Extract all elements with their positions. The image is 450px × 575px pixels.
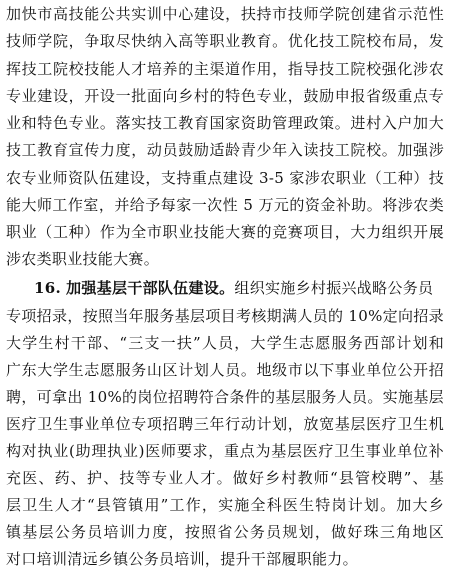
paragraph-line: 涉农类职业技能大赛。 xyxy=(6,250,160,268)
paragraph-line: 聘，可拿出 10%的岗位招聘符合条件的基层服务人员。实施基层 xyxy=(6,388,444,406)
section-heading-line xyxy=(34,276,444,300)
paragraph-line: 层卫生人才“县管镇用”工作，实施全科医生特岗计划。加大乡 xyxy=(6,496,444,514)
paragraph-line: 挥技工院校技能人才培养的主渠道作用，指导技工院校强化涉农 xyxy=(6,60,444,78)
section-title: 加强基层干部队伍建设。 xyxy=(66,279,235,297)
paragraph-line: 加快市高技能公共实训中心建设，扶持市技师学院创建省示范性 xyxy=(6,5,444,23)
paragraph-line: 专项招录，按照当年服务基层项目考核期满人员的 10%定向招录 xyxy=(6,307,444,325)
paragraph-line: 充医、药、护、技等专业人才。做好乡村教师“县管校聘”、基 xyxy=(6,469,444,487)
paragraph-line: 技工教育宣传力度，动员鼓励适龄青少年入读技工院校。加强涉 xyxy=(6,141,444,159)
paragraph-line: 职业（工种）作为全市职业技能大赛的竞赛项目，大力组织开展 xyxy=(6,223,444,241)
paragraph-line: 业和特色专业。落实技工教育国家资助管理政策。进村入户加大 xyxy=(6,114,444,132)
paragraph-line: 医疗卫生事业单位专项招聘三年行动计划，放宽基层医疗卫生机 xyxy=(6,415,444,433)
paragraph-line: 大学生村干部、“三支一扶”人员，大学生志愿服务西部计划和 xyxy=(6,334,444,352)
paragraph-line: 镇基层公务员培训力度，按照省公务员规划，做好珠三角地区 xyxy=(6,523,444,541)
paragraph-line: 构对执业(助理执业)医师要求，重点为基层医疗卫生事业单位补 xyxy=(6,442,444,460)
paragraph-line: 技师学院，争取尽快纳入高等职业教育。优化技工院校布局，发 xyxy=(6,32,444,50)
paragraph-line: 农专业师资队伍建设，支持重点建设 3-5 家涉农职业（工种）技 xyxy=(6,169,444,187)
paragraph-line: 专业建设，开设一批面向乡村的特色专业，鼓励申报省级重点专 xyxy=(6,87,444,105)
section-number: 16. xyxy=(34,279,61,297)
paragraph-line: 广东大学生志愿服务山区计划人员。地级市以下事业单位公开招 xyxy=(6,361,444,379)
section-first-line-text: 组织实施乡村振兴战略公务员 xyxy=(234,279,434,297)
paragraph-line: 对口培训清远乡镇公务员培训，提升干部履职能力。 xyxy=(6,550,358,568)
paragraph-line: 能大师工作室，并给予每家一次性 5 万元的资金补助。将涉农类 xyxy=(6,196,444,214)
